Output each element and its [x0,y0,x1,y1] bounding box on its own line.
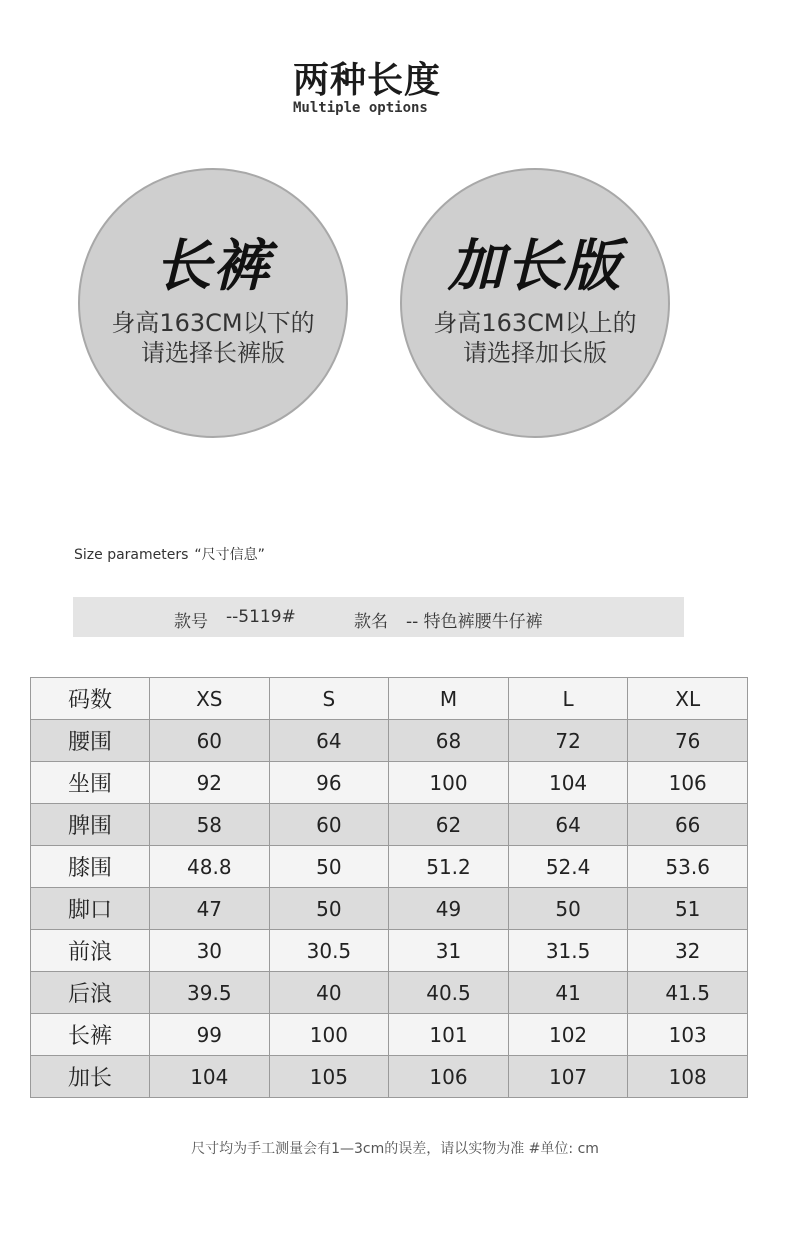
table-cell: 48.8 [150,846,270,888]
size-parameters-label [74,544,265,564]
model-code-value: --5119# [226,607,296,627]
table-row [31,972,748,1014]
footnote: 尺寸均为手工测量会有1—3cm的误差，请以实物为准 #单位: cm [191,1141,599,1157]
table-cell: 102 [508,1014,628,1056]
option-circle-long [400,168,670,438]
table-cell: 104 [508,762,628,804]
table-cell: 32 [628,930,748,972]
table-cell: 108 [628,1056,748,1098]
table-cell: 99 [150,1014,270,1056]
table-row [31,888,748,930]
table-cell: 41 [508,972,628,1014]
table-header-cell: XL [628,678,748,720]
table-cell: 60 [269,804,389,846]
table-cell: 31 [389,930,509,972]
table-cell: 106 [389,1056,509,1098]
table-cell: 51 [628,888,748,930]
table-cell: 76 [628,720,748,762]
table-cell: 101 [389,1014,509,1056]
row-label-cell: 膝围 [31,846,150,888]
row-label-cell: 前浪 [31,930,150,972]
table-cell: 104 [150,1056,270,1098]
size-parameters-cn: “尺寸信息” [194,547,265,563]
row-label-cell: 加长 [31,1056,150,1098]
table-cell: 58 [150,804,270,846]
table-cell: 52.4 [508,846,628,888]
table-cell: 107 [508,1056,628,1098]
row-label-cell: 长裤 [31,1014,150,1056]
option-description [402,308,668,368]
table-cell: 60 [150,720,270,762]
table-cell: 30 [150,930,270,972]
table-cell: 68 [389,720,509,762]
table-cell: 62 [389,804,509,846]
option-desc-line: 请选择长裤版 [141,339,285,367]
model-name-value: -- 特色裤腰牛仔裤 [406,612,543,632]
table-cell: 47 [150,888,270,930]
option-circle-regular [78,168,348,438]
table-row [31,846,748,888]
table-cell: 100 [389,762,509,804]
table-cell: 30.5 [269,930,389,972]
row-label-cell: 坐围 [31,762,150,804]
table-cell: 103 [628,1014,748,1056]
table-cell: 72 [508,720,628,762]
table-header-cell: L [508,678,628,720]
table-cell: 105 [269,1056,389,1098]
model-info-bar [73,597,684,637]
table-cell: 66 [628,804,748,846]
table-cell: 40.5 [389,972,509,1014]
table-row [31,1056,748,1098]
page-title: 两种长度 [293,60,442,101]
table-header-cell: M [389,678,509,720]
row-label-cell: 腰围 [31,720,150,762]
table-cell: 50 [269,888,389,930]
option-name: 加长版 [448,234,622,299]
table-cell: 31.5 [508,930,628,972]
table-cell: 50 [508,888,628,930]
table-cell: 49 [389,888,509,930]
table-row [31,762,748,804]
table-cell: 96 [269,762,389,804]
option-desc-line: 身高163CM以下的 [111,309,315,337]
table-cell: 51.2 [389,846,509,888]
table-cell: 106 [628,762,748,804]
option-name: 长裤 [155,234,271,299]
table-cell: 53.6 [628,846,748,888]
table-row [31,1014,748,1056]
table-cell: 50 [269,846,389,888]
table-row [31,930,748,972]
option-desc-line: 身高163CM以上的 [433,309,637,337]
row-label-cell: 后浪 [31,972,150,1014]
option-description [80,308,346,368]
table-cell: 92 [150,762,270,804]
table-cell: 64 [508,804,628,846]
table-header-cell: 码数 [31,678,150,720]
table-cell: 39.5 [150,972,270,1014]
table-cell: 64 [269,720,389,762]
size-parameters-en: Size parameters [74,547,189,563]
size-table [30,677,748,1098]
table-cell: 100 [269,1014,389,1056]
page-subtitle: Multiple options [293,100,428,116]
table-header-cell: XS [150,678,270,720]
row-label-cell: 脚口 [31,888,150,930]
row-label-cell: 脾围 [31,804,150,846]
table-cell: 41.5 [628,972,748,1014]
model-code-label: 款号 [174,612,208,632]
model-name-label: 款名 [354,612,388,632]
table-header-cell: S [269,678,389,720]
table-header-row [31,678,748,720]
table-cell: 40 [269,972,389,1014]
table-row [31,804,748,846]
option-desc-line: 请选择加长版 [463,339,607,367]
table-row [31,720,748,762]
